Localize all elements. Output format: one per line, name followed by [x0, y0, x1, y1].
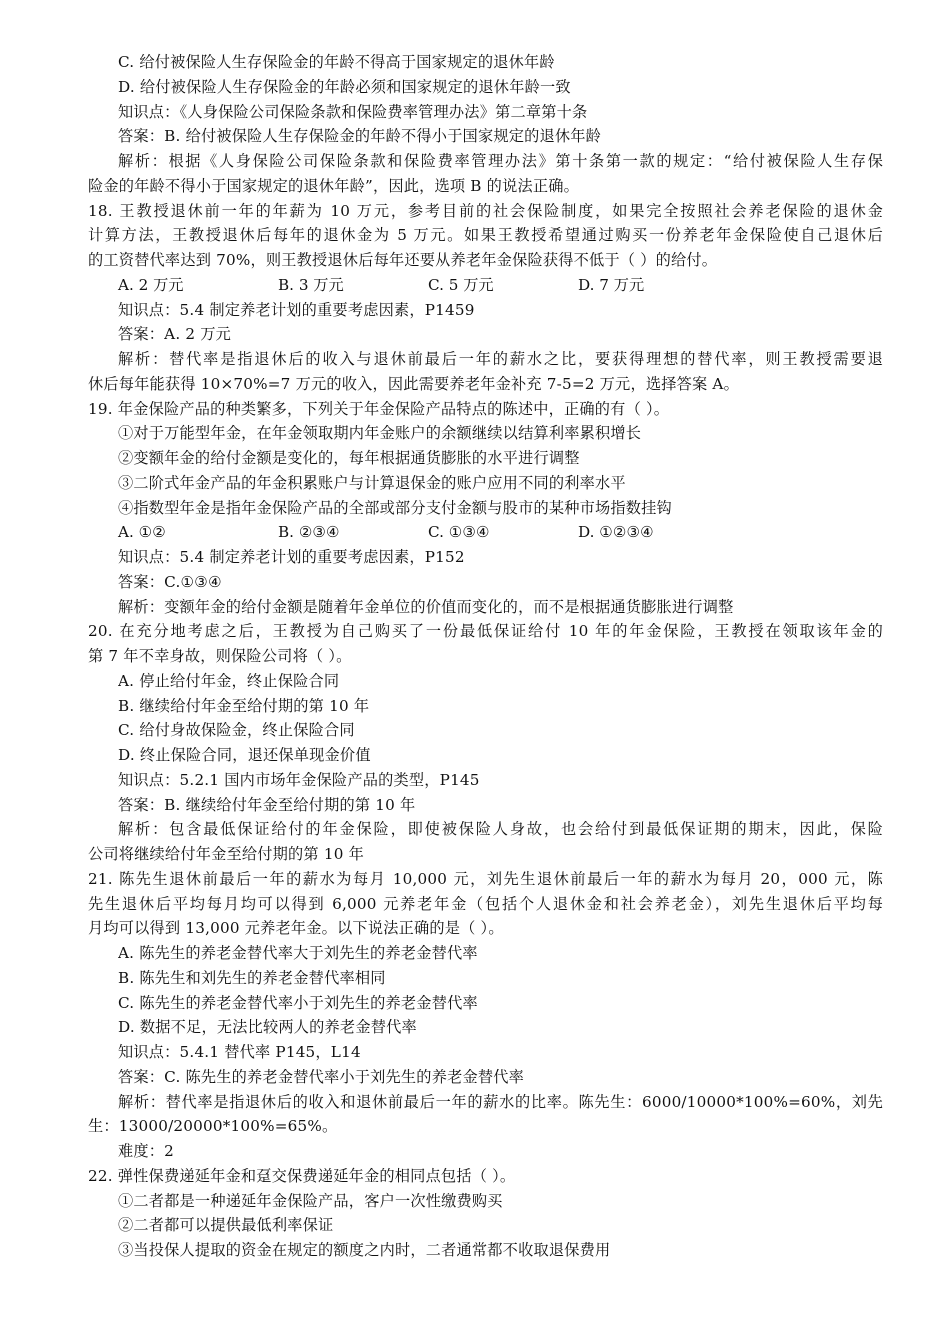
- text-line: ③二阶式年金产品的年金积累账户与计算退保金的账户应用不同的利率水平: [118, 473, 626, 492]
- text-line: 知识点：5.4.1 替代率 P145，L14: [118, 1043, 361, 1061]
- text-line: 解析：包含最低保证给付的年金保险，即使被保险人身故，也会给付到最低保证期的期末，因此，保险: [118, 820, 883, 839]
- answer-option: B. 3 万元: [278, 275, 344, 294]
- text-line: 知识点：5.4 制定养老计划的重要考虑因素，P1459: [118, 300, 475, 319]
- answer-option: D. ①②③④: [578, 523, 654, 542]
- text-line: 22. 弹性保费递延年金和趸交保费递延年金的相同点包括（ ）。: [88, 1166, 516, 1185]
- text-line: 答案：A. 2 万元: [118, 325, 232, 344]
- text-line: C. 给付身故保险金，终止保险合同: [118, 721, 355, 740]
- text-line: 计算方法，王教授退休后每年的退休金为 5 万元。如果王教授希望通过购买一份养老年金保险使自己退休后: [88, 226, 883, 245]
- text-line: 难度：2: [118, 1142, 175, 1160]
- text-line: 18. 王教授退休前一年的年薪为 10 万元，参考目前的社会保险制度，如果完全按照社会养老保险的退休金: [88, 201, 883, 220]
- text-line: ①对于万能型年金，在年金领取期内年金账户的余额继续以结算利率累积增长: [118, 424, 642, 443]
- text-line: A. 陈先生的养老金替代率大于刘先生的养老金替代率: [118, 944, 478, 962]
- text-line: 解析：替代率是指退休后的收入和退休前最后一年的薪水的比率。陈先生：6000/10000*100%=60%，刘先: [118, 1092, 883, 1111]
- text-line: 知识点：5.2.1 国内市场年金保险产品的类型，P145: [118, 770, 480, 789]
- text-line: 21. 陈先生退休前最后一年的薪水为每月 10,000 元，刘先生退休前最后一年的薪水为每月 20，000 元，陈: [88, 869, 883, 888]
- text-line: A. 停止给付年金，终止保险合同: [118, 671, 340, 690]
- text-line: 20. 在充分地考虑之后，王教授为自己购买了一份最低保证给付 10 年的年金保险，王教授在领取该年金的: [88, 622, 883, 641]
- text-line: 解析：替代率是指退休后的收入与退休前最后一年的薪水之比，要获得理想的替代率，则王教授需要退: [118, 350, 883, 368]
- answer-option: C. 5 万元: [428, 275, 494, 294]
- text-line: D. 给付被保险人生存保险金的年龄必须和国家规定的退休年龄一致: [118, 77, 571, 96]
- answer-option: A. ①②: [118, 523, 166, 542]
- text-line: ②二者都可以提供最低利率保证: [118, 1216, 334, 1235]
- text-line: 答案：B. 继续给付年金至给付期的第 10 年: [118, 795, 416, 814]
- answer-option: C. ①③④: [428, 523, 490, 542]
- text-line: D. 终止保险合同，退还保单现金价值: [118, 746, 371, 764]
- answer-option: A. 2 万元: [118, 275, 184, 294]
- text-line: 答案：C. 陈先生的养老金替代率小于刘先生的养老金替代率: [118, 1067, 525, 1086]
- text-line: C. 陈先生的养老金替代率小于刘先生的养老金替代率: [118, 993, 478, 1012]
- text-line: 解析：变额年金的给付金额是随着年金单位的价值而变化的，而不是根据通货膨胀进行调整: [118, 597, 734, 616]
- text-line: 答案：C.①③④: [118, 572, 222, 591]
- text-line: 答案：B. 给付被保险人生存保险金的年龄不得小于国家规定的退休年龄: [118, 127, 602, 146]
- text-line: 第 7 年不幸身故，则保险公司将（ ）。: [88, 647, 352, 665]
- text-line: ③当投保人提取的资金在规定的额度之内时，二者通常都不收取退保费用: [118, 1241, 611, 1259]
- text-line: 知识点：《人身保险公司保险条款和保险费率管理办法》第二章第十条: [118, 102, 588, 121]
- text-line: ①二者都是一种递延年金保险产品，客户一次性缴费购买: [118, 1191, 503, 1210]
- answer-option: D. 7 万元: [578, 275, 645, 294]
- answer-option: B. ②③④: [278, 523, 340, 542]
- text-line: 休后每年能获得 10×70%=7 万元的收入，因此需要养老年金补充 7-5=2 万元，选择答案 A。: [88, 374, 739, 393]
- text-line: 19. 年金保险产品的种类繁多，下列关于年金保险产品特点的陈述中，正确的有（ ）。: [88, 399, 670, 418]
- text-line: ②变额年金的给付金额是变化的，每年根据通货膨胀的水平进行调整: [118, 449, 580, 467]
- text-line: D. 数据不足，无法比较两人的养老金替代率: [118, 1018, 417, 1037]
- text-line: 生：13000/20000*100%=65%。: [88, 1117, 338, 1136]
- text-line: 知识点：5.4 制定养老计划的重要考虑因素，P152: [118, 548, 465, 566]
- text-line: 先生退休后平均每月均可以得到 6,000 元养老年金（包括个人退休金和社会养老金），刘先生退休后平均每: [88, 894, 883, 913]
- text-line: 险金的年龄不得小于国家规定的退休年龄”，因此，选项 B 的说法正确。: [88, 176, 580, 195]
- text-line: B. 继续给付年金至给付期的第 10 年: [118, 696, 370, 715]
- text-line: C. 给付被保险人生存保险金的年龄不得高于国家规定的退休年龄: [118, 53, 555, 71]
- text-line: ④指数型年金是指年金保险产品的全部或部分支付金额与股市的某种市场指数挂钩: [118, 498, 672, 517]
- text-line: 的工资替代率达到 70%，则王教授退休后每年还要从养老年金保险获得不低于（ ）的给付。: [88, 251, 718, 269]
- text-line: 解析：根据《人身保险公司保险条款和保险费率管理办法》第十条第一款的规定：“给付被保险人生存保: [118, 152, 883, 170]
- text-line: B. 陈先生和刘先生的养老金替代率相同: [118, 968, 386, 987]
- text-line: 公司将继续给付年金至给付期的第 10 年: [88, 845, 364, 863]
- text-line: 月均可以得到 13,000 元养老年金。以下说法正确的是（ ）。: [88, 919, 504, 938]
